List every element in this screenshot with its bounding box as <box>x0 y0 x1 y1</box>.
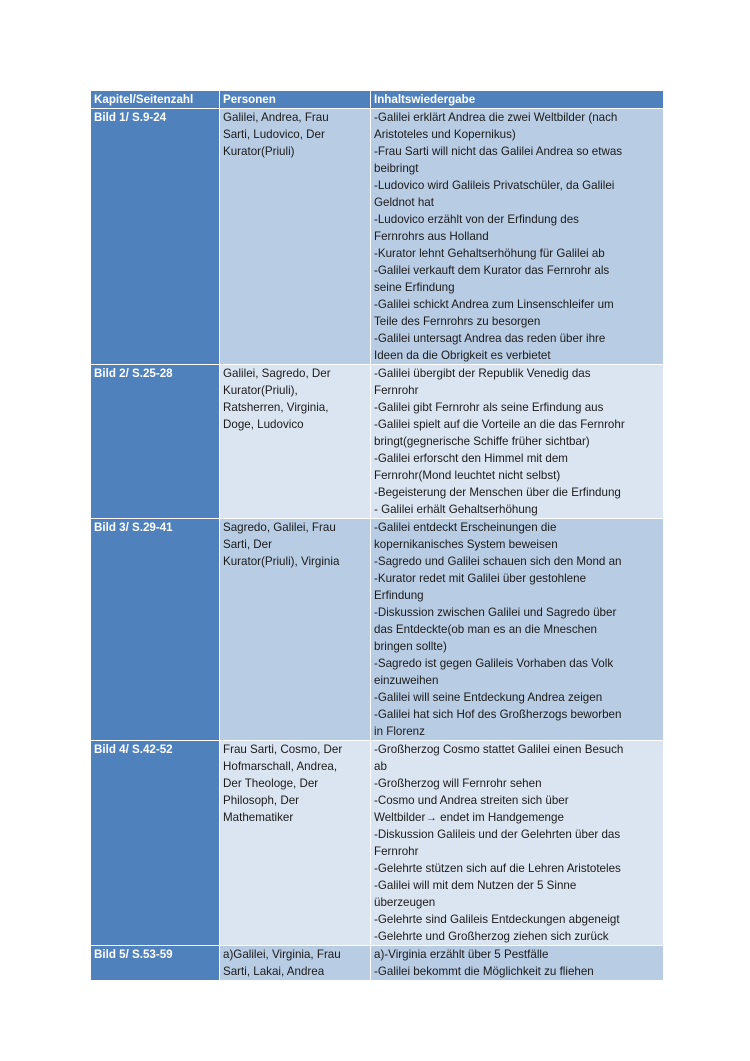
summary-line: -Kurator redet mit Galilei über gestohlene <box>374 572 587 585</box>
persons-line: Doge, Ludovico <box>223 418 304 431</box>
summary-line: -Kurator lehnt Gehaltserhöhung für Galilei ab <box>374 247 605 260</box>
summary-line: einzuweihen <box>374 674 439 687</box>
summary-line: -Galilei verkauft dem Kurator das Fernrohr als <box>374 264 610 277</box>
summary-line: -Galilei gibt Fernrohr als seine Erfindung aus <box>374 401 604 414</box>
persons-line: Sarti, Der <box>223 538 272 551</box>
summary-line: seine Erfindung <box>374 281 455 294</box>
summary-line: Fernrohr(Mond leuchtet nicht selbst) <box>374 469 561 482</box>
chapter-cell: Bild 1/ S.9-24 <box>91 109 219 364</box>
persons-line: Kurator(Priuli) <box>223 145 295 158</box>
summary-line: - Galilei erhält Gehaltserhöhung <box>374 503 538 516</box>
summary-line: -Gelehrte sind Galileis Entdeckungen abgeneigt <box>374 913 620 926</box>
persons-cell <box>220 365 370 518</box>
summary-line: -Gelehrte und Großherzog ziehen sich zurück <box>374 930 609 943</box>
header-summary: Inhaltswiedergabe <box>371 91 663 108</box>
persons-line: Sarti, Ludovico, Der <box>223 128 325 141</box>
persons-line: Galilei, Sagredo, Der <box>223 367 331 380</box>
summary-line: kopernikanisches System beweisen <box>374 538 558 551</box>
chapter-cell: Bild 2/ S.25-28 <box>91 365 219 518</box>
persons-line: Ratsherren, Virginia, <box>223 401 329 414</box>
summary-line: ab <box>374 760 387 773</box>
table-row <box>91 741 663 945</box>
summary-line: -Galilei erklärt Andrea die zwei Weltbilder (nach <box>374 111 618 124</box>
summary-line: -Frau Sarti will nicht das Galilei Andrea so etwas <box>374 145 623 158</box>
summary-cell <box>371 519 663 740</box>
summary-line: beibringt <box>374 162 419 175</box>
table-body <box>91 109 663 980</box>
summary-line: -Galilei erforscht den Himmel mit dem <box>374 452 568 465</box>
summary-line: Fernrohrs aus Holland <box>374 230 489 243</box>
persons-line: Sarti, Lakai, Andrea <box>223 965 325 978</box>
persons-cell <box>220 109 370 364</box>
summary-line: Aristoteles und Kopernikus) <box>374 128 516 141</box>
chapter-summary-table <box>90 90 664 981</box>
summary-cell <box>371 741 663 945</box>
persons-line: Frau Sarti, Cosmo, Der <box>223 743 343 756</box>
summary-line: -Galilei entdeckt Erscheinungen die <box>374 521 557 534</box>
summary-line: -Gelehrte stützen sich auf die Lehren Aristoteles <box>374 862 621 875</box>
table-row <box>91 519 663 740</box>
summary-line: Fernrohr <box>374 845 419 858</box>
summary-line: -Galilei untersagt Andrea das reden über ihre <box>374 332 606 345</box>
persons-line: Der Theologe, Der <box>223 777 319 790</box>
header-row <box>91 91 663 108</box>
summary-cell <box>371 109 663 364</box>
table-row <box>91 946 663 980</box>
summary-line: a)-Virginia erzählt über 5 Pestfälle <box>374 948 549 961</box>
summary-line: -Großherzog will Fernrohr sehen <box>374 777 542 790</box>
summary-line: das Entdeckte(ob man es an die Mneschen <box>374 623 597 636</box>
chapter-cell: Bild 4/ S.42-52 <box>91 741 219 945</box>
persons-line: a)Galilei, Virginia, Frau <box>223 948 341 961</box>
summary-line: -Cosmo und Andrea streiten sich über <box>374 794 569 807</box>
summary-line: -Ludovico erzählt von der Erfindung des <box>374 213 579 226</box>
summary-line: Teile des Fernrohrs zu besorgen <box>374 315 541 328</box>
summary-cell <box>371 946 663 980</box>
persons-line: Galilei, Andrea, Frau <box>223 111 329 124</box>
summary-line: -Galilei will mit dem Nutzen der 5 Sinne <box>374 879 577 892</box>
summary-line: -Galilei hat sich Hof des Großherzogs beworben <box>374 708 622 721</box>
summary-line: -Begeisterung der Menschen über die Erfindung <box>374 486 621 499</box>
persons-line: Sagredo, Galilei, Frau <box>223 521 336 534</box>
persons-line: Kurator(Priuli), Virginia <box>223 555 340 568</box>
persons-cell <box>220 741 370 945</box>
chapter-cell: Bild 5/ S.53-59 <box>91 946 219 980</box>
summary-line: Fernrohr <box>374 384 419 397</box>
summary-line: -Galilei schickt Andrea zum Linsenschleifer um <box>374 298 614 311</box>
summary-line: -Galilei spielt auf die Vorteile an die das Fernrohr <box>374 418 625 431</box>
chapter-cell: Bild 3/ S.29-41 <box>91 519 219 740</box>
summary-line: Erfindung <box>374 589 424 602</box>
persons-cell <box>220 519 370 740</box>
persons-line: Mathematiker <box>223 811 294 824</box>
table-row <box>91 109 663 364</box>
summary-line: bringt(gegnerische Schiffe früher sichtbar) <box>374 435 590 448</box>
summary-line: -Galilei will seine Entdeckung Andrea zeigen <box>374 691 603 704</box>
summary-line: -Sagredo ist gegen Galileis Vorhaben das Volk <box>374 657 614 670</box>
summary-line: Geldnot hat <box>374 196 434 209</box>
persons-line: Philosoph, Der <box>223 794 300 807</box>
persons-line: Hofmarschall, Andrea, <box>223 760 338 773</box>
summary-cell <box>371 365 663 518</box>
header-persons: Personen <box>220 91 370 108</box>
summary-line: -Diskussion zwischen Galilei und Sagredo über <box>374 606 617 619</box>
table-row <box>91 365 663 518</box>
header-chapter: Kapitel/Seitenzahl <box>91 91 219 108</box>
summary-line: -Großherzog Cosmo stattet Galilei einen Besuch <box>374 743 624 756</box>
persons-cell <box>220 946 370 980</box>
summary-line: Weltbilder→ endet im Handgemenge <box>374 811 564 824</box>
summary-line: überzeugen <box>374 896 436 909</box>
summary-line: -Galilei übergibt der Republik Venedig das <box>374 367 591 380</box>
persons-line: Kurator(Priuli), <box>223 384 298 397</box>
summary-line: -Galilei bekommt die Möglichkeit zu fliehen <box>374 965 594 978</box>
summary-line: -Sagredo und Galilei schauen sich den Mond an <box>374 555 622 568</box>
summary-line: -Diskussion Galileis und der Gelehrten über das <box>374 828 621 841</box>
summary-line: in Florenz <box>374 725 425 738</box>
summary-line: -Ludovico wird Galileis Privatschüler, da Galilei <box>374 179 615 192</box>
summary-line: Ideen da die Obrigkeit es verbietet <box>374 349 551 362</box>
summary-line: bringen sollte) <box>374 640 447 653</box>
